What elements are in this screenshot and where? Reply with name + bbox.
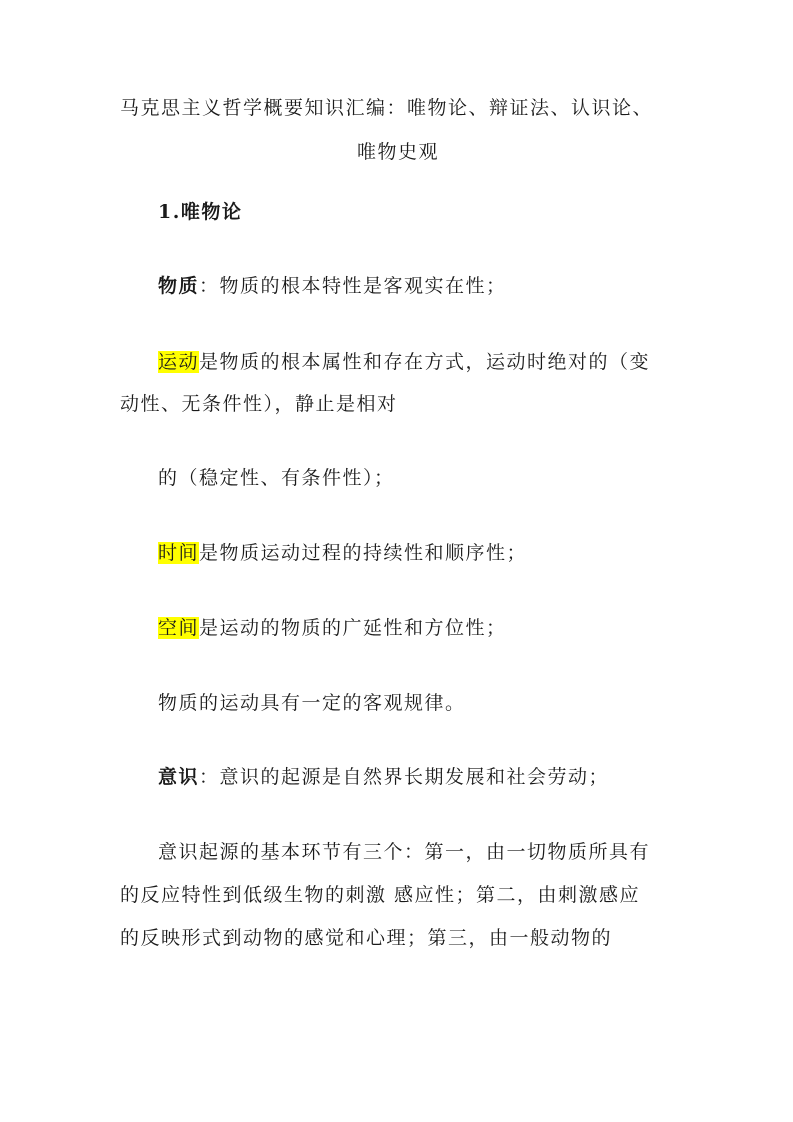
section-heading-materialism: 1.唯物论 [158, 201, 243, 223]
title-line-1: 马克思主义哲学概要知识汇编：唯物论、辩证法、认识论、 [120, 97, 654, 119]
paragraph-matter-text: ：物质的根本特性是客观实在性； [199, 275, 507, 297]
paragraph-consciousness-text: ：意识的起源是自然界长期发展和社会劳动； [199, 766, 610, 788]
paragraph-law: 物质的运动具有一定的客观规律。 [158, 692, 466, 714]
paragraph-motion-line-2: 动性、无条件性），静止是相对 [120, 393, 398, 415]
paragraph-time-text: 是物质运动过程的持续性和顺序性； [199, 542, 528, 564]
paragraph-time [158, 539, 527, 567]
paragraph-origin-line-1: 意识起源的基本环节有三个：第一，由一切物质所具有 [158, 841, 651, 863]
paragraph-space [158, 614, 507, 642]
paragraph-origin-line-3: 的反映形式到动物的感觉和心理；第三，由一般动物的 [120, 927, 613, 949]
paragraph-motion-text: 是物质的根本属性和存在方式，运动时绝对的（变 [199, 351, 651, 373]
paragraph-matter [158, 272, 507, 300]
paragraph-consciousness [158, 763, 609, 791]
title-line-2: 唯物史观 [357, 141, 440, 163]
term-motion-highlight: 运动 [158, 351, 200, 373]
paragraph-origin-line-2: 的反应特性到低级生物的刺激 感应性；第二，由刺激感应 [120, 884, 641, 906]
paragraph-motion-line-1 [158, 348, 650, 376]
paragraph-space-text: 是运动的物质的广延性和方位性； [199, 617, 507, 639]
term-matter: 物质 [158, 275, 200, 297]
term-consciousness: 意识 [158, 766, 200, 788]
paragraph-motion-line-3: 的（稳定性、有条件性）； [158, 467, 395, 489]
term-time-highlight: 时间 [158, 542, 200, 564]
term-space-highlight: 空间 [158, 617, 200, 639]
